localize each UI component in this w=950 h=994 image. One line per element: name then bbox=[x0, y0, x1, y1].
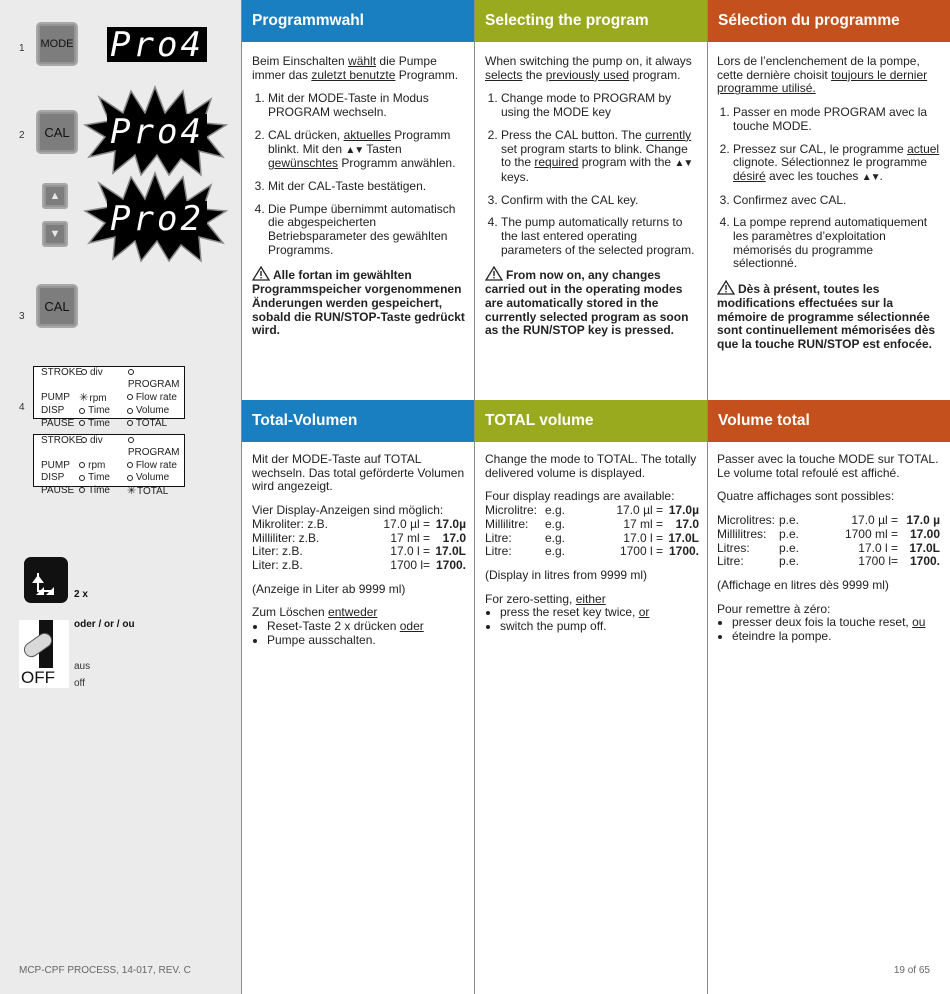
readings-intro: Quatre affichages sont possibles: bbox=[717, 489, 895, 504]
zero-list bbox=[485, 606, 699, 633]
steps-list bbox=[252, 92, 466, 257]
zero-intro: For zero-setting, either bbox=[485, 591, 606, 606]
display-pro2: Pro2 bbox=[107, 201, 207, 236]
step-4: 4. La pompe reprend automatiquement les paramètres d’exploitation mémorisés du programme sélectionné. bbox=[733, 216, 940, 271]
list-item: • presser deux fois la touche reset, ou bbox=[732, 616, 940, 630]
up-down-arrows-icon: ▲▼ bbox=[345, 144, 364, 156]
illustration-sidebar bbox=[0, 0, 241, 994]
up-key-icon: ▲ bbox=[42, 183, 68, 209]
display-note: (Display in litres from 9999 ml) bbox=[485, 567, 648, 582]
up-down-arrows-icon: ▲▼ bbox=[674, 158, 693, 170]
total-intro: Passer avec la touche MODE sur TOTAL. Le volume total refoulé est affiché. bbox=[717, 452, 939, 480]
active-led-icon: ✳ bbox=[126, 484, 137, 497]
steps-list bbox=[485, 92, 699, 257]
warning-text: From now on, any changes carried out in the operating modes are automatically stored in the currently selected program as soon as the RUN/STOP key is pressed. bbox=[485, 268, 689, 338]
warning-icon bbox=[717, 280, 735, 295]
step-2: 2. CAL drücken, aktuelles Programm blinkt. Mit den ▲▼ Tasten gewünschtes Programm anwählen. bbox=[268, 129, 466, 171]
list-item: • switch the pump off. bbox=[500, 620, 699, 634]
header-total-volume: TOTAL volume bbox=[475, 400, 707, 442]
steps-list bbox=[717, 106, 940, 271]
step-4: 4. The pump automatically returns to the last entered operating parameters of the selected program. bbox=[501, 216, 699, 257]
mode-panel-total: STROKE. div PROGRAM PUMP rpm Flow rate DISP Time Volume PAUSE Time ✳TOTAL bbox=[33, 434, 185, 487]
off-label: OFF bbox=[21, 668, 55, 687]
active-led-icon: ✳ bbox=[79, 391, 89, 404]
step-1: 1. Change mode to PROGRAM by using the MODE key bbox=[501, 92, 699, 119]
de-program-section bbox=[252, 55, 466, 348]
display-pro4-a: Pro4 bbox=[107, 27, 207, 62]
step-4: 4. Die Pumpe übernimmt automatisch die abgespeicherten Betriebsparameter des gewählten Programms. bbox=[268, 203, 466, 258]
total-intro: Mit der MODE-Taste auf TOTAL wechseln. Das total geförderte Volumen wird angezeigt. bbox=[252, 452, 465, 494]
step-1: 1. Mit der MODE-Taste in Modus PROGRAM wechseln. bbox=[268, 92, 466, 119]
zero-intro: Pour remettre à zéro: bbox=[717, 601, 831, 616]
warning-text: Dès à présent, toutes les modifications effectuées sur la mémoire de programme sélectionnée sont continuellement mémorisées dès que la touche RUN/STOP est enfocée. bbox=[717, 282, 936, 351]
mode-panel-program: STROKE div PROGRAM PUMP ✳rpm Flow rate DISP Time Volume PAUSE Time TOTAL bbox=[33, 366, 185, 419]
readings-table: Mikroliter: z.B. 17.0 µl = 17.0µ Milliliter: z.B. 17 ml = 17.0 Liter: z.B. 17.0 l = 17.0L Liter: z.B. 1700 l= 1700. bbox=[252, 516, 466, 572]
display-note: (Anzeige in Liter ab 9999 ml) bbox=[252, 581, 406, 596]
divider bbox=[241, 0, 242, 994]
step-number-3: 3 bbox=[19, 311, 25, 322]
display-note: (Affichage en litres dès 9999 ml) bbox=[717, 577, 889, 592]
zero-list bbox=[717, 616, 940, 643]
warning-icon bbox=[485, 266, 503, 281]
en-total-section bbox=[485, 453, 699, 634]
divider bbox=[474, 0, 475, 994]
list-item: • Reset-Taste 2 x drücken oder bbox=[267, 620, 466, 634]
down-key-icon: ▼ bbox=[42, 221, 68, 247]
header-selection-programme: Sélection du programme bbox=[708, 0, 950, 42]
total-intro: Change the mode to TOTAL. The totally delivered volume is displayed. bbox=[485, 452, 697, 480]
fr-program-section bbox=[717, 55, 940, 362]
step-3: 3. Mit der CAL-Taste bestätigen. bbox=[268, 180, 466, 194]
intro-text: Beim Einschalten wählt die Pumpe immer das zuletzt benutzte Programm. bbox=[252, 54, 459, 82]
page-number: 19 of 65 bbox=[893, 965, 930, 976]
warning-text: Alle fortan im gewählten Programmspeicher vorgenommenen Änderungen werden gespeichert, sobald die RUN/STOP-Taste gedrückt wird. bbox=[252, 268, 465, 338]
off-text: off bbox=[74, 678, 85, 689]
readings-table: Microlitre: e.g. 17.0 µl = 17.0µ Millilitre: e.g. 17 ml = 17.0 Litre: e.g. 17.0 l = 17.0L Litre: e.g. 1700 l = 1700. bbox=[485, 503, 699, 559]
en-program-section bbox=[485, 55, 699, 348]
mode-key: MODE bbox=[36, 22, 78, 66]
list-item: • press the reset key twice, or bbox=[500, 606, 699, 620]
de-total-section bbox=[252, 453, 466, 647]
readings-intro: Vier Display-Anzeigen sind möglich: bbox=[252, 503, 444, 518]
cal-key: CAL bbox=[36, 284, 78, 328]
step-3: 3. Confirmez avec CAL. bbox=[733, 194, 940, 208]
step-number-1: 1 bbox=[19, 43, 25, 54]
header-selecting-program: Selecting the program bbox=[475, 0, 707, 42]
readings-intro: Four display readings are available: bbox=[485, 489, 675, 504]
intro-text: Lors de l’enclenchement de la pompe, cette dernière choisit toujours le dernier programme utilisé. bbox=[717, 54, 928, 96]
list-item: • Pumpe ausschalten. bbox=[267, 634, 466, 648]
header-total-volumen: Total-Volumen bbox=[242, 400, 474, 442]
cal-key: CAL bbox=[36, 110, 78, 154]
step-1: 1. Passer en mode PROGRAM avec la touche MODE. bbox=[733, 106, 940, 133]
header-programmwahl: Programmwahl bbox=[242, 0, 474, 42]
step-number-2: 2 bbox=[19, 130, 25, 141]
zero-list bbox=[252, 620, 466, 647]
step-2: 2. Pressez sur CAL, le programme actuel clignote. Sélectionnez le programme désiré avec les touches ▲▼. bbox=[733, 143, 940, 185]
zero-intro: Zum Löschen entweder bbox=[252, 605, 378, 620]
display-pro4-b: Pro4 bbox=[107, 114, 207, 149]
intro-text: When switching the pump on, it always selects the previously used program. bbox=[485, 54, 692, 82]
or-label: oder / or / ou bbox=[74, 619, 135, 630]
step-2: 2. Press the CAL button. The currently set program starts to blink. Change to the required program with the ▲▼ keys. bbox=[501, 129, 699, 185]
aus-label: aus bbox=[74, 661, 91, 672]
fr-total-section bbox=[717, 453, 940, 644]
document-reference: MCP-CPF PROCESS, 14-017, REV. C bbox=[19, 965, 191, 976]
step-3: 3. Confirm with the CAL key. bbox=[501, 194, 699, 208]
reset-key-icon bbox=[24, 557, 68, 603]
warning-icon bbox=[252, 266, 270, 281]
step-number-4: 4 bbox=[19, 402, 25, 413]
readings-table: Microlitres: p.e. 17.0 µl = 17.0 µ Millilitres: p.e. 1700 ml = 17.00 Litres: p.e. 17.0 l = 17.0L Litre: p.e. 1700 l= 1700. bbox=[717, 513, 940, 569]
up-down-arrows-icon: ▲▼ bbox=[861, 171, 880, 183]
reset-count: 2 x bbox=[74, 589, 88, 600]
list-item: • éteindre la pompe. bbox=[732, 630, 940, 644]
divider bbox=[707, 0, 708, 994]
header-volume-total: Volume total bbox=[708, 400, 950, 442]
